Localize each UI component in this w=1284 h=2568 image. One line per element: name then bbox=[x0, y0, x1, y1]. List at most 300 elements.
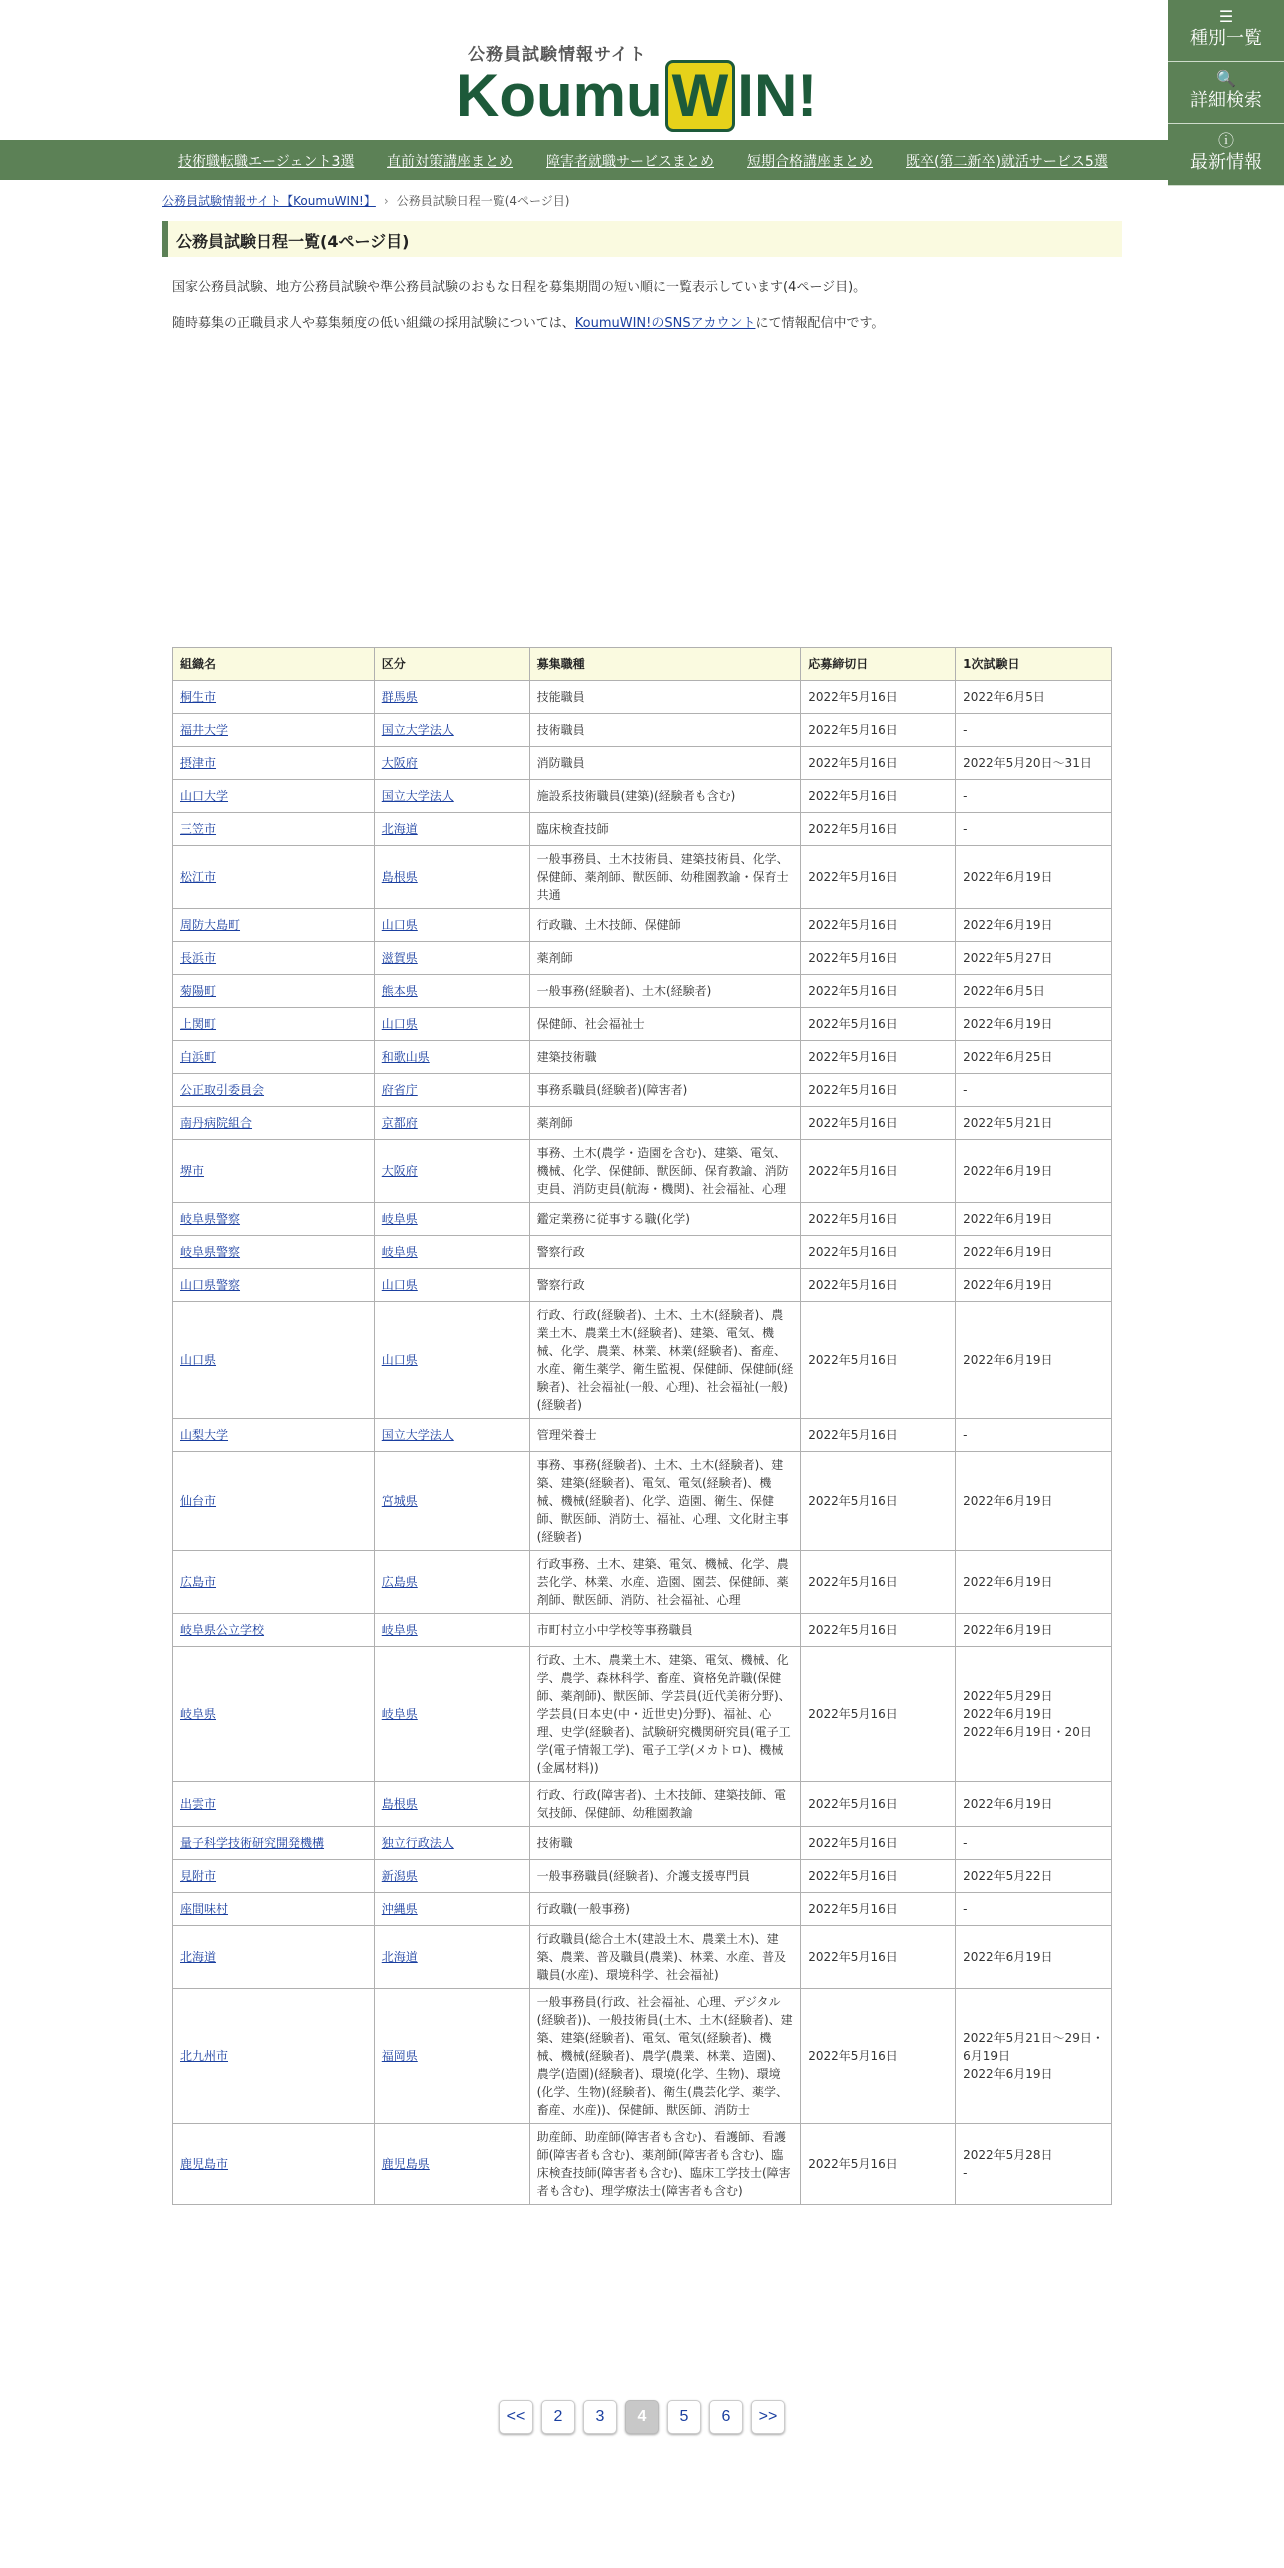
table-cell-cat bbox=[374, 1074, 529, 1107]
table-cell-cat bbox=[374, 714, 529, 747]
table-cell-jobs bbox=[529, 1827, 801, 1860]
table-row bbox=[173, 1041, 1112, 1074]
deadline-cell: 2022年5月16日 bbox=[808, 1116, 898, 1130]
org-link[interactable]: 公正取引委員会 bbox=[180, 1083, 265, 1097]
table-row bbox=[173, 942, 1112, 975]
table-cell-cat bbox=[374, 1419, 529, 1452]
deadline-cell: 2022年5月16日 bbox=[808, 822, 898, 836]
jobs-cell: 行政、行政(障害者)、土木技師、建築技師、電気技師、保健師、幼稚園教諭 bbox=[536, 1788, 786, 1820]
pagination-current-page: 4 bbox=[625, 2400, 659, 2434]
table-cell-jobs bbox=[529, 1782, 801, 1827]
table-cell-cat bbox=[374, 1008, 529, 1041]
table-row bbox=[173, 714, 1112, 747]
org-link[interactable]: 仙台市 bbox=[180, 1494, 217, 1508]
jobs-cell: 一般事務員(行政、社会福祉、心理、デジタル(経験者))、一般技術員(土木、土木(経験者)、建築、建築(経験者)、電気、電気(経験者)、機械、機械(経験者)、農学(農業、林業、造園)、農学(造園)(経験者)、環境(化学、生物)、環境(化学、生物)(経験者)、衛生(農芸化学、薬学、畜産、水産))、保健師、獣医師、消防士 bbox=[536, 1995, 793, 2117]
table-cell-cat bbox=[374, 1551, 529, 1614]
side-menu-detailed-search[interactable] bbox=[1168, 62, 1284, 124]
pagination-link[interactable]: 3 bbox=[583, 2400, 617, 2434]
table-cell-exam bbox=[956, 1860, 1112, 1893]
side-menu bbox=[1168, 0, 1284, 186]
category-link[interactable]: 滋賀県 bbox=[381, 951, 418, 965]
table-cell-exam bbox=[956, 942, 1112, 975]
table-cell-jobs bbox=[529, 747, 801, 780]
table-cell-jobs bbox=[529, 846, 801, 909]
category-link[interactable]: 群馬県 bbox=[381, 690, 418, 704]
category-link[interactable]: 府省庁 bbox=[381, 1083, 418, 1097]
table-cell-exam bbox=[956, 1041, 1112, 1074]
table-cell-exam bbox=[956, 714, 1112, 747]
table-cell-exam bbox=[956, 1926, 1112, 1989]
table-cell-cat bbox=[374, 1041, 529, 1074]
table-cell-exam bbox=[956, 681, 1112, 714]
intro-sns-before: 随時募集の正職員求人や募集頻度の低い組織の採用試験については、 bbox=[172, 316, 575, 331]
deadline-cell: 2022年5月16日 bbox=[808, 1164, 898, 1178]
table-row bbox=[173, 1551, 1112, 1614]
table-cell-deadline bbox=[801, 780, 956, 813]
org-link[interactable]: 山梨大学 bbox=[180, 1428, 229, 1442]
table-cell-deadline bbox=[801, 942, 956, 975]
jobs-cell: 警察行政 bbox=[536, 1245, 585, 1259]
intro-sns-text bbox=[172, 312, 884, 331]
jobs-cell: 薬剤師 bbox=[536, 1116, 573, 1130]
org-link[interactable]: 岐阜県 bbox=[180, 1707, 217, 1721]
table-row bbox=[173, 681, 1112, 714]
exam-date-cell: - bbox=[963, 1428, 968, 1442]
table-cell-cat bbox=[374, 1827, 529, 1860]
table-cell-exam bbox=[956, 813, 1112, 846]
table-cell-deadline bbox=[801, 1827, 956, 1860]
org-link[interactable]: 座間味村 bbox=[180, 1902, 229, 1916]
table-cell-jobs bbox=[529, 1893, 801, 1926]
jobs-cell: 建築技術職 bbox=[536, 1050, 597, 1064]
deadline-cell: 2022年5月16日 bbox=[808, 1494, 898, 1508]
table-cell-cat bbox=[374, 780, 529, 813]
table-cell-org bbox=[173, 1140, 375, 1203]
deadline-cell: 2022年5月16日 bbox=[808, 1017, 898, 1031]
jobs-cell: 臨床検査技師 bbox=[536, 822, 609, 836]
nav-link-disability-jobs[interactable]: 障害者就職サービスまとめ bbox=[546, 154, 714, 170]
exam-date-cell: 2022年5月22日 bbox=[963, 1869, 1053, 1883]
search-icon: 🔍 bbox=[1216, 69, 1236, 88]
table-cell-jobs bbox=[529, 1008, 801, 1041]
table-row bbox=[173, 1008, 1112, 1041]
side-menu-label: 詳細検索 bbox=[1190, 90, 1262, 111]
org-link[interactable]: 岐阜県公立学校 bbox=[180, 1623, 265, 1637]
table-cell-cat bbox=[374, 1614, 529, 1647]
exam-date-cell: 2022年6月19日 bbox=[963, 918, 1053, 932]
org-link[interactable]: 岐阜県警察 bbox=[180, 1245, 241, 1259]
table-cell-exam bbox=[956, 1989, 1112, 2124]
info-icon: ⓘ bbox=[1217, 131, 1234, 150]
exam-date-cell: 2022年6月19日 bbox=[963, 1278, 1053, 1292]
org-link[interactable]: 岐阜県警察 bbox=[180, 1212, 241, 1226]
exam-date-cell: - bbox=[963, 723, 968, 737]
table-cell-deadline bbox=[801, 1236, 956, 1269]
exam-date-cell: 2022年6月19日 bbox=[963, 1353, 1053, 1367]
category-link[interactable]: 熊本県 bbox=[381, 984, 418, 998]
table-cell-jobs bbox=[529, 813, 801, 846]
table-cell-deadline bbox=[801, 1008, 956, 1041]
table-cell-exam bbox=[956, 1269, 1112, 1302]
table-cell-cat bbox=[374, 1269, 529, 1302]
table-cell-cat bbox=[374, 909, 529, 942]
table-cell-cat bbox=[374, 1989, 529, 2124]
table-row bbox=[173, 1893, 1112, 1926]
table-cell-cat bbox=[374, 1203, 529, 1236]
pagination-link[interactable]: 5 bbox=[667, 2400, 701, 2434]
table-cell-deadline bbox=[801, 909, 956, 942]
category-link[interactable]: 広島県 bbox=[381, 1575, 418, 1589]
jobs-cell: 市町村立小中学校等事務職員 bbox=[536, 1623, 693, 1637]
org-link[interactable]: 量子科学技術研究開発機構 bbox=[180, 1836, 325, 1850]
table-cell-org bbox=[173, 1419, 375, 1452]
table-row bbox=[173, 1236, 1112, 1269]
exam-date-cell: 2022年6月25日 bbox=[963, 1050, 1053, 1064]
org-link[interactable]: 三笠市 bbox=[180, 822, 217, 836]
jobs-cell: 事務系職員(経験者)(障害者) bbox=[536, 1083, 688, 1097]
logo-text-before: Koumu bbox=[456, 62, 663, 129]
table-cell-cat bbox=[374, 747, 529, 780]
deadline-cell: 2022年5月16日 bbox=[808, 1353, 898, 1367]
table-cell-jobs bbox=[529, 942, 801, 975]
category-link[interactable]: 京都府 bbox=[381, 1116, 418, 1130]
table-cell-deadline bbox=[801, 1989, 956, 2124]
pagination-link[interactable]: 6 bbox=[709, 2400, 743, 2434]
exam-date-cell: 2022年6月19日 bbox=[963, 1164, 1053, 1178]
table-cell-cat bbox=[374, 1782, 529, 1827]
table-cell-deadline bbox=[801, 1647, 956, 1782]
site-header bbox=[0, 0, 1284, 140]
category-link[interactable]: 国立大学法人 bbox=[381, 1428, 454, 1442]
jobs-cell: 一般事務(経験者)、土木(経験者) bbox=[536, 984, 712, 998]
table-cell-org bbox=[173, 1551, 375, 1614]
table-cell-jobs bbox=[529, 909, 801, 942]
org-link[interactable]: 見附市 bbox=[180, 1869, 217, 1883]
table-cell-jobs bbox=[529, 1452, 801, 1551]
table-cell-jobs bbox=[529, 1926, 801, 1989]
table-cell-org bbox=[173, 1236, 375, 1269]
table-row bbox=[173, 1782, 1112, 1827]
header-first-exam: 1次試験日 bbox=[956, 648, 1112, 681]
org-link[interactable]: 長浜市 bbox=[180, 951, 217, 965]
org-link[interactable]: 福井大学 bbox=[180, 723, 229, 737]
table-cell-deadline bbox=[801, 681, 956, 714]
category-link[interactable]: 山口県 bbox=[381, 1278, 418, 1292]
jobs-cell: 保健師、社会福祉士 bbox=[536, 1017, 645, 1031]
table-body bbox=[173, 681, 1112, 2205]
org-link[interactable]: 南丹病院組合 bbox=[180, 1116, 253, 1130]
table-cell-exam bbox=[956, 2124, 1112, 2205]
exam-date-cell: 2022年6月19日 bbox=[963, 1245, 1053, 1259]
nav-link-exam-prep[interactable]: 直前対策講座まとめ bbox=[387, 154, 513, 170]
table-cell-exam bbox=[956, 1008, 1112, 1041]
table-cell-deadline bbox=[801, 1269, 956, 1302]
category-link[interactable]: 沖縄県 bbox=[381, 1902, 418, 1916]
table-cell-cat bbox=[374, 975, 529, 1008]
table-row bbox=[173, 1140, 1112, 1203]
deadline-cell: 2022年5月16日 bbox=[808, 1212, 898, 1226]
breadcrumb-home-link[interactable]: 公務員試験情報サイト【KoumuWIN!】 bbox=[162, 194, 376, 208]
deadline-cell: 2022年5月16日 bbox=[808, 1902, 898, 1916]
org-link[interactable]: 周防大島町 bbox=[180, 918, 241, 932]
deadline-cell: 2022年5月16日 bbox=[808, 951, 898, 965]
exam-date-cell: - bbox=[963, 1902, 968, 1916]
table-cell-jobs bbox=[529, 1236, 801, 1269]
jobs-cell: 行政、土木、農業土木、建築、電気、機械、化学、農学、森林科学、畜産、資格免許職(保健師、薬剤師)、獣医師、学芸員(近代美術分野)、学芸員(日本史(中・近世史)分野)、福祉、心理、史学(経験者)、試験研究機関研究員(電子工学(電子情報工学)、電子工学(メカトロ)、機械(金属材料)) bbox=[536, 1653, 791, 1775]
exam-date-cell: 2022年6月19日 bbox=[963, 1950, 1053, 1964]
table-cell-org bbox=[173, 681, 375, 714]
category-link[interactable]: 島根県 bbox=[381, 870, 418, 884]
table-cell-deadline bbox=[801, 2124, 956, 2205]
table-cell-exam bbox=[956, 1107, 1112, 1140]
table-cell-org bbox=[173, 1893, 375, 1926]
jobs-cell: 消防職員 bbox=[536, 756, 585, 770]
table-cell-org bbox=[173, 1827, 375, 1860]
deadline-cell: 2022年5月16日 bbox=[808, 1869, 898, 1883]
table-cell-org bbox=[173, 1782, 375, 1827]
table-cell-deadline bbox=[801, 1302, 956, 1419]
table-cell-deadline bbox=[801, 714, 956, 747]
jobs-cell: 一般事務員、土木技術員、建築技術員、化学、保健師、薬剤師、獣医師、幼稚園教諭・保育士共通 bbox=[536, 852, 789, 902]
pagination bbox=[0, 2400, 1284, 2434]
category-link[interactable]: 北海道 bbox=[381, 1950, 418, 1964]
category-link[interactable]: 岐阜県 bbox=[381, 1707, 418, 1721]
deadline-cell: 2022年5月16日 bbox=[808, 1950, 898, 1964]
jobs-cell: 一般事務職員(経験者)、介護支援専門員 bbox=[536, 1869, 750, 1883]
table-cell-cat bbox=[374, 1452, 529, 1551]
jobs-cell: 技能職員 bbox=[536, 690, 585, 704]
category-link[interactable]: 国立大学法人 bbox=[381, 789, 454, 803]
table-cell-cat bbox=[374, 1860, 529, 1893]
table-row bbox=[173, 2124, 1112, 2205]
table-cell-jobs bbox=[529, 1203, 801, 1236]
deadline-cell: 2022年5月16日 bbox=[808, 870, 898, 884]
table-cell-deadline bbox=[801, 1860, 956, 1893]
table-cell-org bbox=[173, 1269, 375, 1302]
table-cell-org bbox=[173, 1614, 375, 1647]
sns-account-link[interactable]: KoumuWIN!のSNSアカウント bbox=[574, 316, 756, 331]
org-link[interactable]: 出雲市 bbox=[180, 1797, 217, 1811]
table-row bbox=[173, 1452, 1112, 1551]
table-cell-jobs bbox=[529, 780, 801, 813]
category-link[interactable]: 国立大学法人 bbox=[381, 723, 454, 737]
intro-sns-after: にて情報配信中です。 bbox=[755, 316, 885, 331]
table-cell-cat bbox=[374, 1107, 529, 1140]
table-cell-cat bbox=[374, 846, 529, 909]
table-cell-exam bbox=[956, 1074, 1112, 1107]
org-link[interactable]: 桐生市 bbox=[180, 690, 217, 704]
pagination-link[interactable]: 2 bbox=[541, 2400, 575, 2434]
jobs-cell: 助産師、助産師(障害者も含む)、看護師、看護師(障害者も含む)、薬剤師(障害者も含む)、臨床検査技師(障害者も含む)、臨床工学技士(障害者も含む)、理学療法士(障害者も含む) bbox=[536, 2130, 791, 2198]
category-link[interactable]: 福岡県 bbox=[381, 2049, 418, 2063]
category-link[interactable]: 岐阜県 bbox=[381, 1245, 418, 1259]
table-cell-org bbox=[173, 1203, 375, 1236]
table-cell-org bbox=[173, 714, 375, 747]
category-link[interactable]: 岐阜県 bbox=[381, 1623, 418, 1637]
side-menu-category-list[interactable] bbox=[1168, 0, 1284, 62]
table-row bbox=[173, 780, 1112, 813]
deadline-cell: 2022年5月16日 bbox=[808, 1428, 898, 1442]
table-cell-org bbox=[173, 1041, 375, 1074]
deadline-cell: 2022年5月16日 bbox=[808, 1707, 898, 1721]
org-link[interactable]: 菊陽町 bbox=[180, 984, 217, 998]
table-cell-jobs bbox=[529, 1419, 801, 1452]
table-cell-deadline bbox=[801, 1140, 956, 1203]
header-category: 区分 bbox=[374, 648, 529, 681]
table-cell-exam bbox=[956, 1236, 1112, 1269]
category-link[interactable]: 宮城県 bbox=[381, 1494, 418, 1508]
exam-date-cell: 2022年6月19日 bbox=[963, 1494, 1053, 1508]
side-menu-label: 種別一覧 bbox=[1190, 28, 1262, 49]
pagination-link[interactable]: << bbox=[499, 2400, 533, 2434]
category-link[interactable]: 島根県 bbox=[381, 1797, 418, 1811]
deadline-cell: 2022年5月16日 bbox=[808, 1050, 898, 1064]
site-logo[interactable] bbox=[456, 28, 828, 129]
table-cell-jobs bbox=[529, 1551, 801, 1614]
nav-link-short-course[interactable]: 短期合格講座まとめ bbox=[747, 154, 873, 170]
category-link[interactable]: 鹿児島県 bbox=[381, 2157, 430, 2171]
main-nav bbox=[0, 140, 1284, 180]
table-cell-exam bbox=[956, 1647, 1112, 1782]
deadline-cell: 2022年5月16日 bbox=[808, 756, 898, 770]
table-row bbox=[173, 1269, 1112, 1302]
deadline-cell: 2022年5月16日 bbox=[808, 984, 898, 998]
table-cell-deadline bbox=[801, 1419, 956, 1452]
category-link[interactable]: 大阪府 bbox=[381, 1164, 418, 1178]
table-cell-jobs bbox=[529, 1302, 801, 1419]
jobs-cell: 技術職員 bbox=[536, 723, 585, 737]
table-cell-cat bbox=[374, 942, 529, 975]
jobs-cell: 技術職 bbox=[536, 1836, 573, 1850]
category-link[interactable]: 北海道 bbox=[381, 822, 418, 836]
side-menu-latest-info[interactable] bbox=[1168, 124, 1284, 186]
logo-text-after: IN! bbox=[737, 62, 818, 129]
table-cell-deadline bbox=[801, 1041, 956, 1074]
exam-date-cell: 2022年5月27日 bbox=[963, 951, 1053, 965]
table-cell-cat bbox=[374, 1236, 529, 1269]
table-cell-jobs bbox=[529, 714, 801, 747]
org-link[interactable]: 山口県 bbox=[180, 1353, 217, 1367]
table-cell-deadline bbox=[801, 1893, 956, 1926]
table-cell-exam bbox=[956, 1419, 1112, 1452]
org-link[interactable]: 堺市 bbox=[180, 1164, 205, 1178]
category-link[interactable]: 新潟県 bbox=[381, 1869, 418, 1883]
table-row bbox=[173, 1827, 1112, 1860]
exam-date-cell: - bbox=[963, 822, 968, 836]
table-cell-org bbox=[173, 1860, 375, 1893]
table-cell-exam bbox=[956, 780, 1112, 813]
table-cell-org bbox=[173, 1107, 375, 1140]
exam-date-cell: 2022年6月19日 bbox=[963, 1575, 1053, 1589]
category-link[interactable]: 独立行政法人 bbox=[381, 1836, 454, 1850]
jobs-cell: 管理栄養士 bbox=[536, 1428, 597, 1442]
exam-date-cell: 2022年6月19日 bbox=[963, 1623, 1053, 1637]
exam-date-cell: - bbox=[963, 1836, 968, 1850]
table-cell-deadline bbox=[801, 1203, 956, 1236]
org-link[interactable]: 山口県警察 bbox=[180, 1278, 241, 1292]
nav-link-graduate-services[interactable]: 既卒(第二新卒)就活サービス5選 bbox=[906, 154, 1108, 170]
org-link[interactable]: 上関町 bbox=[180, 1017, 217, 1031]
jobs-cell: 薬剤師 bbox=[536, 951, 573, 965]
deadline-cell: 2022年5月16日 bbox=[808, 1083, 898, 1097]
table-row bbox=[173, 975, 1112, 1008]
table-cell-org bbox=[173, 1647, 375, 1782]
table-row bbox=[173, 1302, 1112, 1419]
table-row bbox=[173, 909, 1112, 942]
org-link[interactable]: 松江市 bbox=[180, 870, 217, 884]
table-cell-cat bbox=[374, 1893, 529, 1926]
table-cell-org bbox=[173, 780, 375, 813]
table-row bbox=[173, 1614, 1112, 1647]
table-cell-deadline bbox=[801, 1107, 956, 1140]
table-cell-cat bbox=[374, 1302, 529, 1419]
table-cell-jobs bbox=[529, 1140, 801, 1203]
table-cell-deadline bbox=[801, 1782, 956, 1827]
header-deadline: 応募締切日 bbox=[801, 648, 956, 681]
table-cell-deadline bbox=[801, 846, 956, 909]
table-cell-org bbox=[173, 1989, 375, 2124]
table-cell-exam bbox=[956, 1827, 1112, 1860]
table-header-row bbox=[173, 648, 1112, 681]
nav-link-tech-agent[interactable]: 技術職転職エージェント3選 bbox=[178, 154, 355, 170]
table-cell-exam bbox=[956, 975, 1112, 1008]
table-cell-exam bbox=[956, 1551, 1112, 1614]
table-cell-exam bbox=[956, 1893, 1112, 1926]
jobs-cell: 行政職員(総合土木(建設土木、農業土木)、建築、農業、普及職員(農業)、林業、水産、普及職員(水産)、環境科学、社会福祉) bbox=[536, 1932, 786, 1982]
table-cell-deadline bbox=[801, 1074, 956, 1107]
intro-text: 国家公務員試験、地方公務員試験や準公務員試験のおもな日程を募集期間の短い順に一覧表示しています(4ページ目)。 bbox=[172, 280, 867, 295]
table-cell-org bbox=[173, 975, 375, 1008]
table-cell-exam bbox=[956, 909, 1112, 942]
org-link[interactable]: 北九州市 bbox=[180, 2049, 229, 2063]
category-link[interactable]: 和歌山県 bbox=[381, 1050, 430, 1064]
category-link[interactable]: 山口県 bbox=[381, 1353, 418, 1367]
table-cell-exam bbox=[956, 1782, 1112, 1827]
table-cell-jobs bbox=[529, 1107, 801, 1140]
org-link[interactable]: 北海道 bbox=[180, 1950, 217, 1964]
bars-icon: ☰ bbox=[1218, 7, 1234, 26]
org-link[interactable]: 鹿児島市 bbox=[180, 2157, 229, 2171]
pagination-link[interactable]: >> bbox=[751, 2400, 785, 2434]
category-link[interactable]: 大阪府 bbox=[381, 756, 418, 770]
table-cell-deadline bbox=[801, 747, 956, 780]
table-cell-exam bbox=[956, 1302, 1112, 1419]
table-cell-jobs bbox=[529, 1041, 801, 1074]
org-link[interactable]: 摂津市 bbox=[180, 756, 217, 770]
table-cell-org bbox=[173, 813, 375, 846]
category-link[interactable]: 山口県 bbox=[381, 1017, 418, 1031]
org-link[interactable]: 広島市 bbox=[180, 1575, 217, 1589]
category-link[interactable]: 山口県 bbox=[381, 918, 418, 932]
table-cell-cat bbox=[374, 813, 529, 846]
exam-date-cell: 2022年5月21日～29日・6月19日 2022年6月19日 bbox=[963, 2031, 1104, 2081]
table-cell-org bbox=[173, 1452, 375, 1551]
table-cell-exam bbox=[956, 1614, 1112, 1647]
table-cell-cat bbox=[374, 681, 529, 714]
table-cell-cat bbox=[374, 1140, 529, 1203]
table-cell-deadline bbox=[801, 975, 956, 1008]
table-cell-jobs bbox=[529, 2124, 801, 2205]
org-link[interactable]: 白浜町 bbox=[180, 1050, 217, 1064]
exam-date-cell: 2022年6月19日 bbox=[963, 1797, 1053, 1811]
org-link[interactable]: 山口大学 bbox=[180, 789, 229, 803]
table-cell-exam bbox=[956, 1140, 1112, 1203]
category-link[interactable]: 岐阜県 bbox=[381, 1212, 418, 1226]
table-cell-deadline bbox=[801, 813, 956, 846]
table-row bbox=[173, 1107, 1112, 1140]
breadcrumb-current: 公務員試験日程一覧(4ページ目) bbox=[396, 194, 570, 208]
deadline-cell: 2022年5月16日 bbox=[808, 1278, 898, 1292]
